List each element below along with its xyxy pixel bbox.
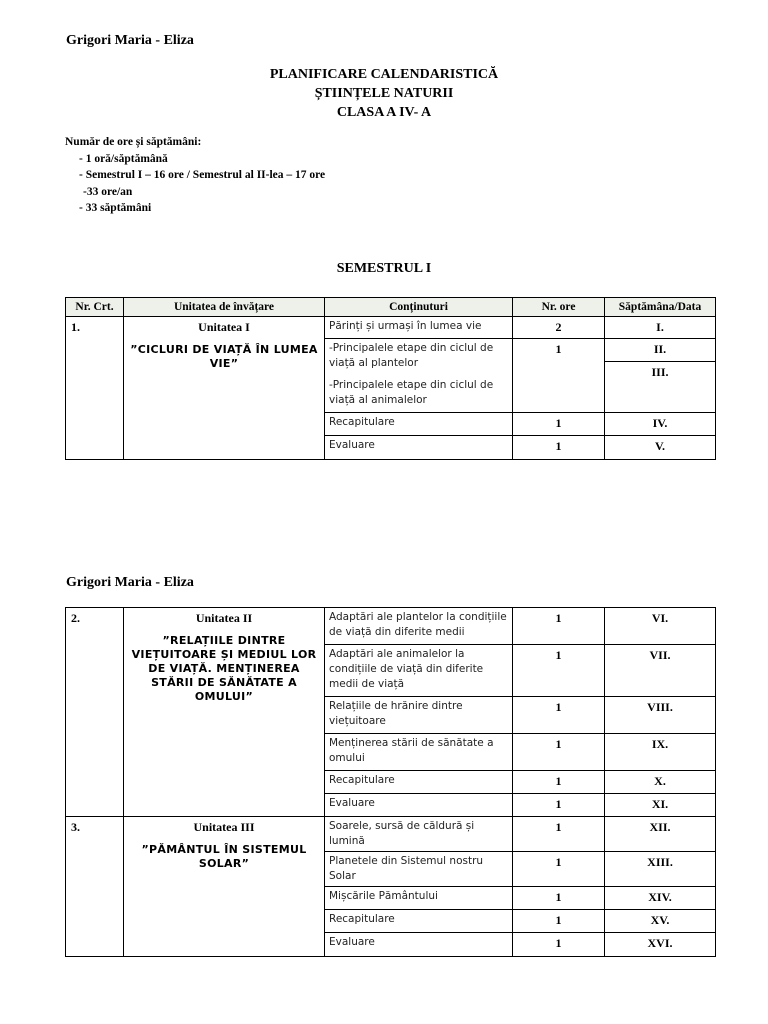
unit-number: 2. [66,608,124,817]
week-item: I. [656,320,664,334]
content-item: Recapitulare [329,913,395,925]
content-cell [325,794,513,817]
week-item: XVI. [647,936,673,950]
content-cell [325,339,513,413]
content-item: -Principalele etape din ciclul de viață al plantelor [329,342,494,369]
week-cell [605,910,716,933]
unit-title: ”RELAȚIILE DINTRE VIEȚUITOARE ȘI MEDIUL LOR DE VIAȚĂ. MENȚINEREA STĂRII DE SĂNĂTATE A OMULUI” [131,634,317,703]
week-cell [605,771,716,794]
week-cell [605,608,716,645]
week-cell [605,734,716,771]
week-item: II. [653,342,667,356]
unit-number: 1. [66,317,124,460]
hours-cell: 1 [513,910,605,933]
hours-info-item: - 33 săptămâni [79,202,152,214]
week-cell [605,413,716,436]
content-item: Adaptări ale animalelor la condițiile de viață din diferite medii de viață [329,648,484,690]
table-row [66,608,716,645]
planning-table [65,607,716,957]
content-cell [325,317,513,339]
week-cell [605,436,716,460]
content-cell [325,771,513,794]
hours-cell: 1 [513,852,605,887]
week-item: VII. [649,648,671,662]
content-item: Recapitulare [329,774,395,786]
table-header-row [66,298,716,317]
week-item: XI. [651,797,669,811]
column-header: Nr. ore [513,298,605,317]
week-cell [605,794,716,817]
hours-cell: 1 [513,697,605,734]
semester-title: SEMESTRUL I [336,261,432,276]
content-item: Mișcările Pământului [329,890,438,902]
week-cell [605,645,716,697]
hours-cell: 1 [513,339,605,413]
week-item: VI. [651,611,669,625]
table-row [66,317,716,339]
content-cell [325,697,513,734]
content-cell [325,608,513,645]
title-line: PLANIFICARE CALENDARISTICĂ [269,67,499,82]
week-cell [605,817,716,852]
content-item: Părinți și urmași în lumea vie [329,320,482,332]
hours-cell: 1 [513,436,605,460]
content-item: -Principalele etape din ciclul de viață al animalelor [329,379,494,406]
unit-title: ”CICLURI DE VIAȚĂ ÎN LUMEA VIE” [130,343,318,370]
unit-title: ”PĂMÂNTUL ÎN SISTEMUL SOLAR” [141,843,307,870]
content-item: Recapitulare [329,416,395,428]
column-header: Nr. Crt. [66,298,124,317]
week-item: XII. [649,820,671,834]
week-cell [605,887,716,910]
hours-cell: 1 [513,734,605,771]
hours-cell: 1 [513,933,605,957]
week-item: IX. [651,737,669,751]
week-item: VIII. [647,700,673,714]
week-item: III. [605,361,715,382]
document-title [0,65,768,122]
content-cell [325,933,513,957]
hours-cell: 1 [513,645,605,697]
content-cell [325,910,513,933]
column-header: Săptămâna/Data [605,298,716,317]
hours-cell: 2 [513,317,605,339]
content-cell [325,645,513,697]
week-item: X. [654,774,666,788]
unit-name: Unitatea II [195,611,253,625]
unit-name: Unitatea I [198,320,250,334]
learning-unit [124,608,325,817]
week-cell [605,339,716,413]
author-name: Grigori Maria - Eliza [66,575,194,590]
column-header: Unitatea de învățare [124,298,325,317]
title-line: ȘTIINȚELE NATURII [314,86,454,101]
week-cell [605,317,716,339]
content-item: Relațiile de hrănire dintre viețuitoare [329,700,463,727]
content-item: Evaluare [329,797,375,809]
content-cell [325,734,513,771]
content-item: Soarele, sursă de căldură și lumină [329,820,475,847]
hours-cell: 1 [513,794,605,817]
week-item: XV. [650,913,670,927]
content-item: Planetele din Sistemul nostru Solar [329,855,484,882]
column-header: Conținuturi [325,298,513,317]
unit-number: 3. [66,817,124,957]
hours-cell: 1 [513,413,605,436]
week-cell [605,933,716,957]
learning-unit [124,317,325,460]
learning-unit [124,817,325,957]
content-cell [325,887,513,910]
week-cell [605,697,716,734]
content-item: Evaluare [329,439,375,451]
hours-cell: 1 [513,608,605,645]
week-item: XIV. [648,890,672,904]
hours-info-item: - Semestrul I – 16 ore / Semestrul al II-lea – 17 ore [79,169,326,181]
author-name: Grigori Maria - Eliza [66,33,194,48]
content-item: Menținerea stării de sănătate a omului [329,737,494,764]
hours-info-heading: Număr de ore și săptămâni: [65,136,202,148]
hours-info [65,134,325,217]
week-cell [605,852,716,887]
table-row [66,817,716,852]
hours-cell: 1 [513,817,605,852]
planning-table [65,297,716,460]
unit-name: Unitatea III [193,820,255,834]
hours-info-item: -33 ore/an [83,185,133,198]
content-item: Adaptări ale plantelor la condițiile de viață din diferite medii [329,611,507,638]
content-cell [325,852,513,887]
week-item: IV. [652,416,668,430]
hours-info-item: - 1 oră/săptămână [79,152,168,165]
hours-cell: 1 [513,771,605,794]
content-cell [325,413,513,436]
week-item: XIII. [647,855,673,869]
content-cell [325,817,513,852]
title-line: CLASA A IV- A [336,105,432,120]
content-cell [325,436,513,460]
week-item: V. [654,439,666,453]
content-item: Evaluare [329,936,375,948]
hours-cell: 1 [513,887,605,910]
